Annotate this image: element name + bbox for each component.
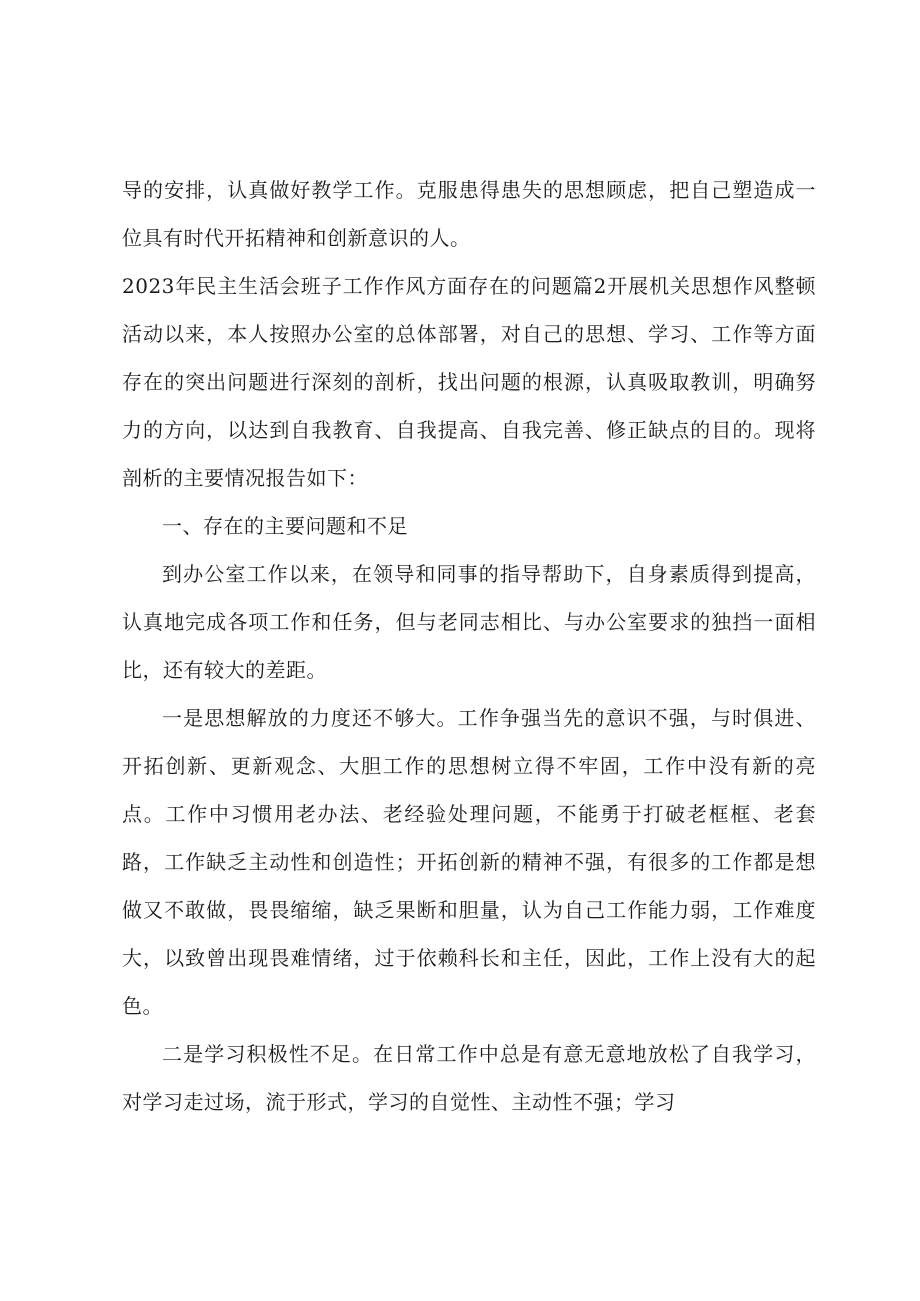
section-heading: 一、存在的主要问题和不足 <box>162 514 408 538</box>
document-body <box>122 166 816 1126</box>
paragraph-issue-two: 二是学习积极性不足。在日常工作中总是有意无意地放松了自我学习，对学习走过场，流于形式，学习的自觉性、主动性不强；学习 <box>122 1042 816 1114</box>
paragraph-section-intro: 2023年民主生活会班子工作作风方面存在的问题篇2开展机关思想作风整顿活动以来，本人按照办公室的总体部署，对自己的思想、学习、工作等方面存在的突出问题进行深刻的剖析，找出问题的根源，认真吸取教训，明确努力的方向，以达到自我教育、自我提高、自我完善、修正缺点的目的。现将剖析的主要情况报告如下： <box>122 274 816 490</box>
paragraph-issue-one: 一是思想解放的力度还不够大。工作争强当先的意识不强，与时俱进、开拓创新、更新观念、大胆工作的思想树立得不牢固，工作中没有新的亮点。工作中习惯用老办法、老经验处理问题，不能勇于打破老框框、老套路，工作缺乏主动性和创造性；开拓创新的精神不强，有很多的工作都是想做又不敢做，畏畏缩缩，缺乏果断和胆量，认为自己工作能力弱，工作难度大，以致曾出现畏难情绪，过于依赖科长和主任，因此，工作上没有大的起色。 <box>122 706 816 1018</box>
paragraph-overview: 到办公室工作以来，在领导和同事的指导帮助下，自身素质得到提高，认真地完成各项工作和任务，但与老同志相比、与办公室要求的独挡一面相比，还有较大的差距。 <box>122 562 816 682</box>
paragraph-continuation: 导的安排，认真做好教学工作。克服患得患失的思想顾虑，把自己塑造成一位具有时代开拓精神和创新意识的人。 <box>122 178 816 250</box>
